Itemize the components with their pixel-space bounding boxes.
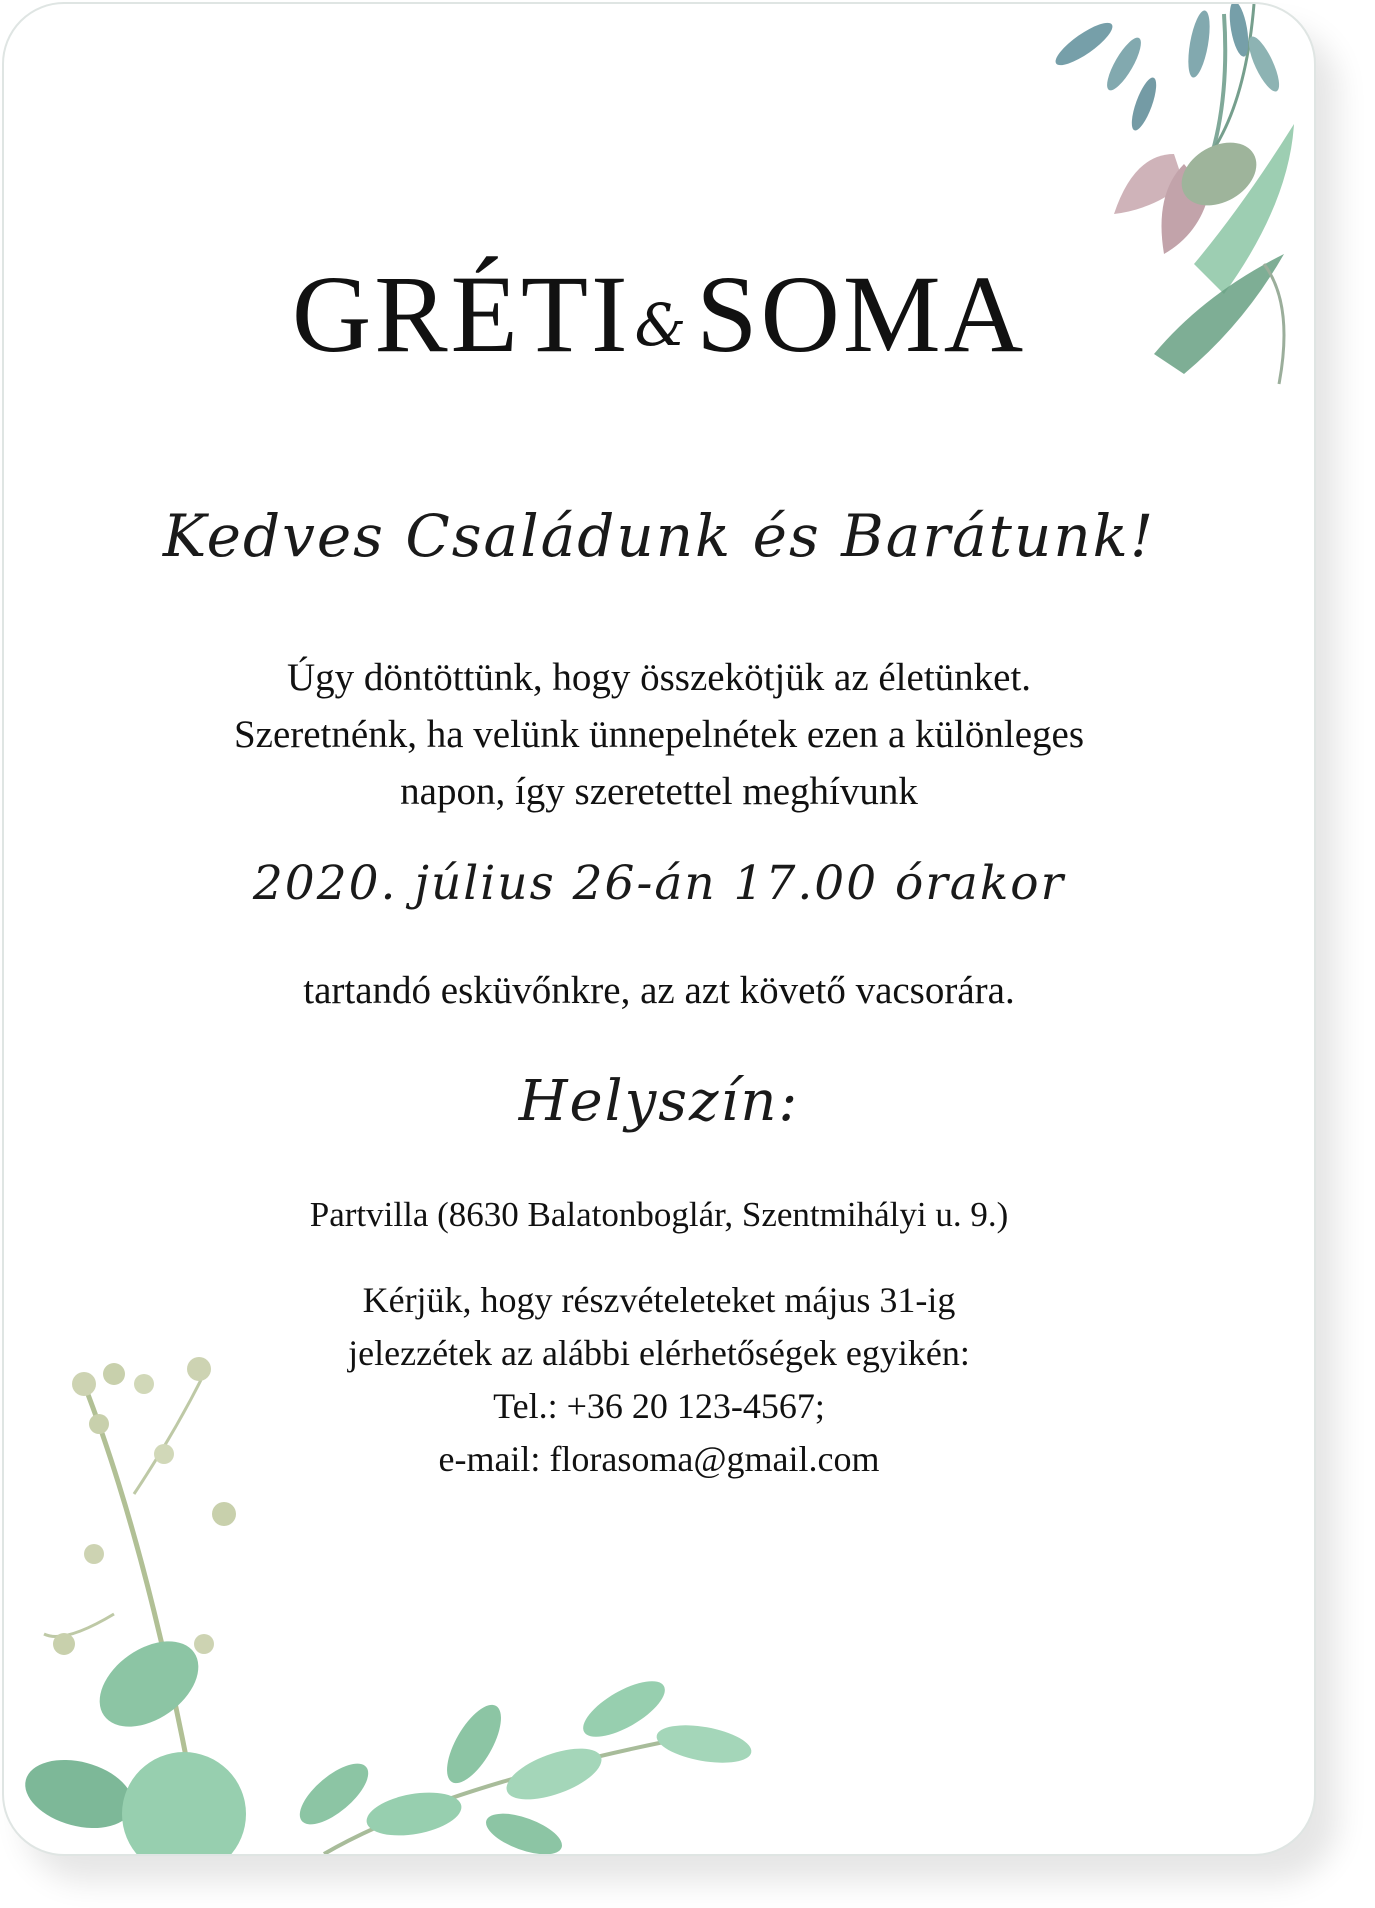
date-line: 2020. július 26-án 17.00 órakor [252,856,1066,911]
rsvp-phone: Tel.: +36 20 123-4567; [493,1386,825,1426]
venue-label: Helyszín: [518,1069,800,1134]
first-name: GRÉTI [291,253,631,375]
second-name: SOMA [696,253,1027,375]
rsvp-line: jelezzétek az alábbi elérhetőségek egyikén: [348,1333,970,1373]
greeting: Kedves Családunk és Barátunk! [162,502,1156,570]
event-line: tartandó esküvőnkre, az azt követő vacsorára. [303,969,1015,1012]
ampersand: & [634,291,687,359]
intro-line: napon, így szeretettel meghívunk [400,770,918,813]
rsvp-line: Kérjük, hogy részvételeteket május 31-ig [362,1280,956,1320]
couple-names [4,253,1314,375]
rsvp-email: e-mail: florasoma@gmail.com [438,1439,880,1479]
invitation-card [2,2,1316,1856]
intro-paragraph [64,649,1254,820]
intro-line: Úgy döntöttünk, hogy összekötjük az életünket. [286,656,1032,699]
venue-address: Partvilla (8630 Balatonboglár, Szentmihályi u. 9.) [309,1195,1009,1234]
rsvp-paragraph [64,1274,1254,1486]
intro-line: Szeretnénk, ha velünk ünnepelnétek ezen a különleges [233,713,1085,756]
